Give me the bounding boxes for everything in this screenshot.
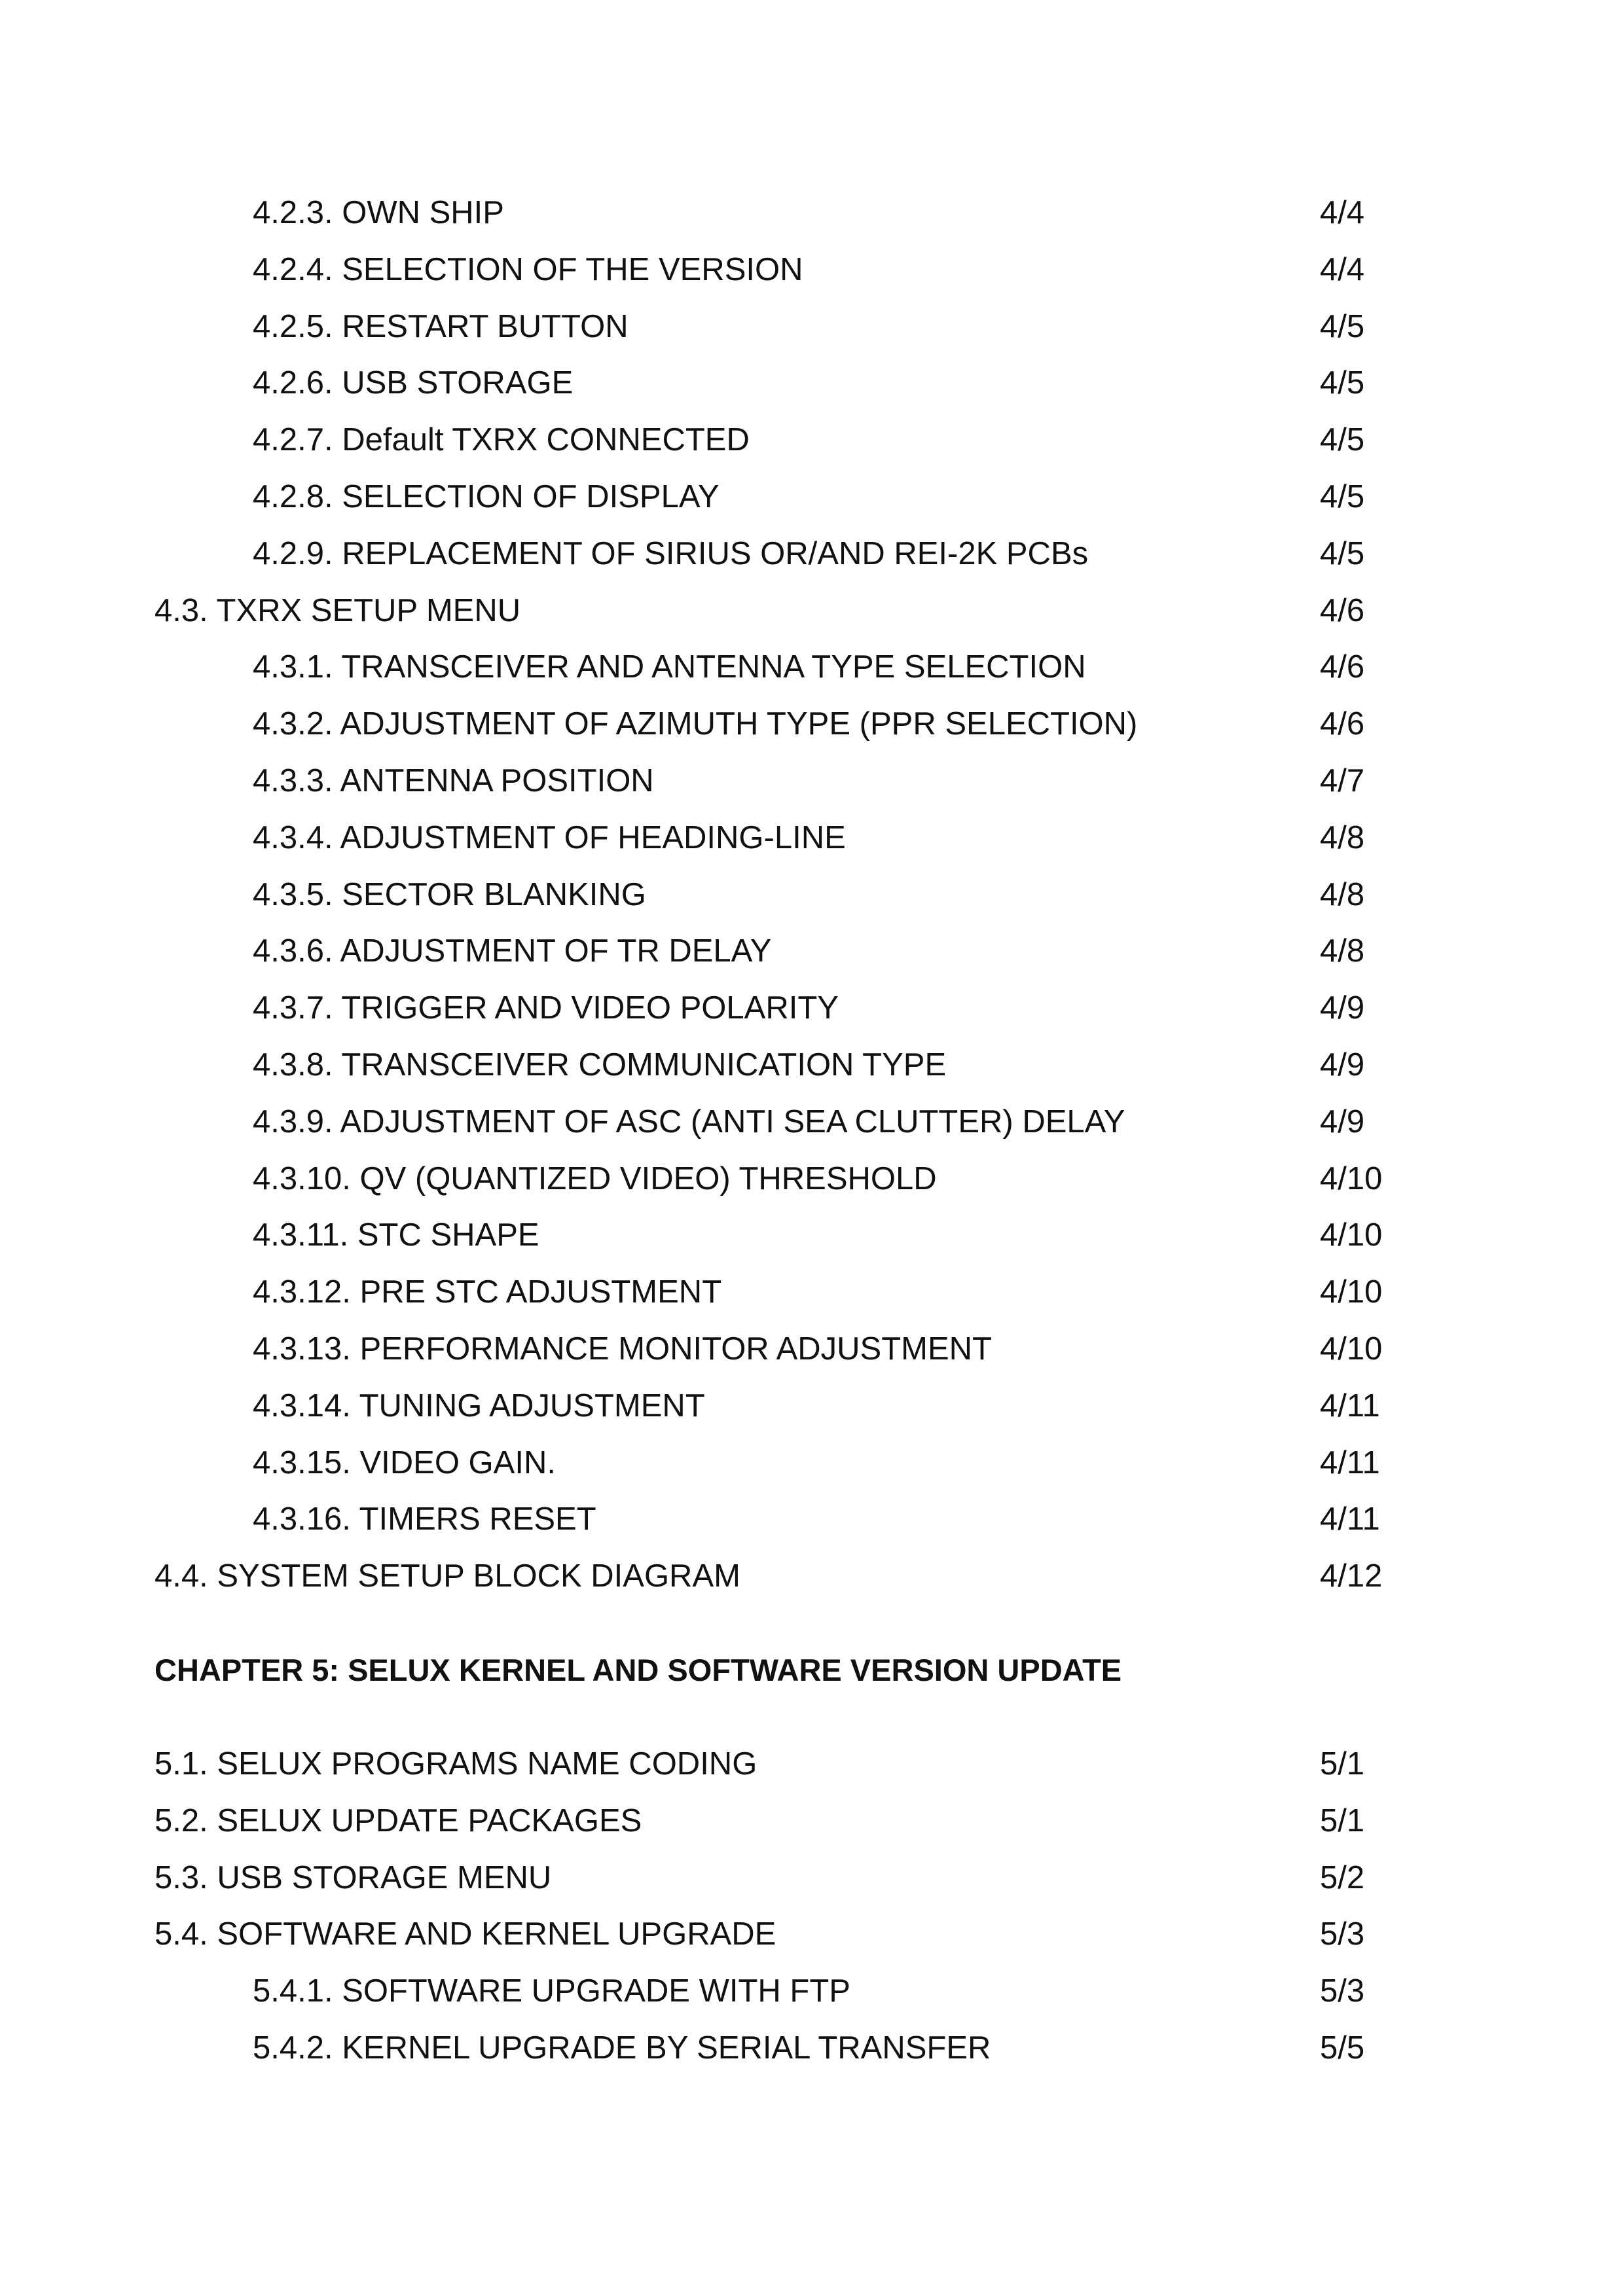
toc-entry-page-number: 4/11 xyxy=(1320,1388,1380,1424)
toc-entry-title: 4.3.11. STC SHAPE xyxy=(253,1217,539,1253)
toc-entry xyxy=(0,818,1623,857)
toc-entry-title: 4.3. TXRX SETUP MENU xyxy=(155,592,521,628)
toc-entry-title: 4.3.5. SECTOR BLANKING xyxy=(253,876,646,912)
toc-entry xyxy=(0,1858,1623,1897)
toc-entry-page-number: 4/9 xyxy=(1320,1103,1365,1139)
toc-entry-page-number: 4/8 xyxy=(1320,933,1365,969)
toc-entry xyxy=(0,931,1623,971)
toc-entry xyxy=(0,1159,1623,1198)
toc-entry xyxy=(0,988,1623,1028)
toc-entry xyxy=(0,2028,1623,2068)
toc-entry-page-number: 4/10 xyxy=(1320,1331,1383,1367)
toc-entry-page-number: 4/8 xyxy=(1320,819,1365,855)
toc-entry xyxy=(0,1272,1623,1312)
toc-entry-page-number: 4/9 xyxy=(1320,990,1365,1026)
toc-entry-title: 4.3.12. PRE STC ADJUSTMENT xyxy=(253,1274,722,1310)
toc-entry-title: 4.3.15. VIDEO GAIN. xyxy=(253,1444,556,1480)
toc-entry xyxy=(0,1801,1623,1840)
toc-entry-title: 5.4.1. SOFTWARE UPGRADE WITH FTP xyxy=(253,1973,850,2009)
toc-entry xyxy=(0,1499,1623,1539)
toc-entry xyxy=(0,1215,1623,1255)
toc-entry-title: 4.3.9. ADJUSTMENT OF ASC (ANTI SEA CLUTTER) DELAY xyxy=(253,1103,1125,1139)
toc-entry xyxy=(0,761,1623,800)
toc-entry-title: 4.3.6. ADJUSTMENT OF TR DELAY xyxy=(253,933,772,969)
toc-entry xyxy=(0,250,1623,289)
toc-entry-page-number: 4/6 xyxy=(1320,649,1365,685)
toc-entry-title: 4.2.6. USB STORAGE xyxy=(253,365,574,401)
toc-entry-page-number: 4/10 xyxy=(1320,1217,1383,1253)
toc-entry-page-number: 5/2 xyxy=(1320,1859,1365,1895)
toc-entry-page-number: 4/5 xyxy=(1320,535,1365,571)
toc-entry-title: 4.2.3. OWN SHIP xyxy=(253,195,504,230)
toc-entry-page-number: 5/3 xyxy=(1320,1973,1365,2009)
toc-entry xyxy=(0,647,1623,687)
toc-entry-title: 4.3.13. PERFORMANCE MONITOR ADJUSTMENT xyxy=(253,1331,992,1367)
toc-entry xyxy=(0,1914,1623,1954)
toc-entry-title: 5.4.2. KERNEL UPGRADE BY SERIAL TRANSFER xyxy=(253,2030,991,2066)
toc-entry-title: 4.3.3. ANTENNA POSITION xyxy=(253,763,654,798)
toc-entry-title: 4.2.7. Default TXRX CONNECTED xyxy=(253,422,750,458)
toc-entry-title: 4.3.4. ADJUSTMENT OF HEADING-LINE xyxy=(253,819,846,855)
toc-entry-page-number: 4/5 xyxy=(1320,308,1365,344)
toc-entry xyxy=(0,591,1623,630)
toc-entry xyxy=(0,534,1623,573)
toc-entry-title: 4.3.10. QV (QUANTIZED VIDEO) THRESHOLD xyxy=(253,1160,937,1196)
toc-entry-title: 4.3.1. TRANSCEIVER AND ANTENNA TYPE SELECTION xyxy=(253,649,1086,685)
toc-entry xyxy=(0,477,1623,516)
toc-entry-page-number: 5/1 xyxy=(1320,1803,1365,1839)
toc-entry-page-number: 4/5 xyxy=(1320,365,1365,401)
toc-entry-title: 4.2.4. SELECTION OF THE VERSION xyxy=(253,251,803,287)
toc-entry-page-number: 4/6 xyxy=(1320,706,1365,742)
toc-entry-page-number: 4/6 xyxy=(1320,592,1365,628)
toc-entry-page-number: 4/11 xyxy=(1320,1444,1380,1480)
toc-entry xyxy=(0,1329,1623,1369)
toc-entry-title: 5.4. SOFTWARE AND KERNEL UPGRADE xyxy=(155,1916,776,1952)
toc-entry-title: 4.2.9. REPLACEMENT OF SIRIUS OR/AND REI-2K PCBs xyxy=(253,535,1089,571)
toc-entry-page-number: 4/9 xyxy=(1320,1047,1365,1083)
toc-entry xyxy=(0,1045,1623,1085)
toc-entry-title: 4.3.2. ADJUSTMENT OF AZIMUTH TYPE (PPR SELECTION) xyxy=(253,706,1138,742)
toc-entry-page-number: 4/7 xyxy=(1320,763,1365,798)
toc-entry xyxy=(0,193,1623,232)
toc-entry-title: 5.1. SELUX PROGRAMS NAME CODING xyxy=(155,1746,757,1782)
toc-entry-page-number: 4/8 xyxy=(1320,876,1365,912)
toc-entry-page-number: 4/4 xyxy=(1320,251,1365,287)
toc-entry xyxy=(0,307,1623,346)
toc-entry-page-number: 4/4 xyxy=(1320,195,1365,230)
toc-entry xyxy=(0,420,1623,459)
toc-entry-page-number: 4/11 xyxy=(1320,1501,1380,1537)
toc-entry-page-number: 4/5 xyxy=(1320,422,1365,458)
toc-entry-title: 4.3.14. TUNING ADJUSTMENT xyxy=(253,1388,705,1424)
chapter-5-heading: CHAPTER 5: SELUX KERNEL AND SOFTWARE VERSION UPDATE xyxy=(155,1653,1122,1687)
toc-entry-page-number: 4/12 xyxy=(1320,1558,1383,1594)
toc-entry-page-number: 4/5 xyxy=(1320,479,1365,514)
toc-entry-title: 4.3.8. TRANSCEIVER COMMUNICATION TYPE xyxy=(253,1047,947,1083)
toc-entry-title: 4.2.8. SELECTION OF DISPLAY xyxy=(253,479,720,514)
toc-entry-title: 5.3. USB STORAGE MENU xyxy=(155,1859,552,1895)
toc-entry-page-number: 5/3 xyxy=(1320,1916,1365,1952)
toc-entry-title: 5.2. SELUX UPDATE PACKAGES xyxy=(155,1803,642,1839)
toc-entry-page-number: 5/1 xyxy=(1320,1746,1365,1782)
toc-entry-title: 4.3.16. TIMERS RESET xyxy=(253,1501,596,1537)
toc-entry-page-number: 4/10 xyxy=(1320,1274,1383,1310)
toc-entry-title: 4.2.5. RESTART BUTTON xyxy=(253,308,629,344)
toc-entry xyxy=(0,1744,1623,1784)
toc-entry xyxy=(0,875,1623,914)
toc-entry xyxy=(0,1556,1623,1596)
toc-entry-title: 4.3.7. TRIGGER AND VIDEO POLARITY xyxy=(253,990,839,1026)
toc-entry xyxy=(0,1971,1623,2011)
toc-entry xyxy=(0,1386,1623,1426)
toc-entry xyxy=(0,1102,1623,1141)
toc-entry-page-number: 5/5 xyxy=(1320,2030,1365,2066)
toc-entry-title: 4.4. SYSTEM SETUP BLOCK DIAGRAM xyxy=(155,1558,740,1594)
toc-entry xyxy=(0,363,1623,403)
toc-entry xyxy=(0,704,1623,744)
toc-entry-page-number: 4/10 xyxy=(1320,1160,1383,1196)
toc-entry xyxy=(0,1443,1623,1482)
